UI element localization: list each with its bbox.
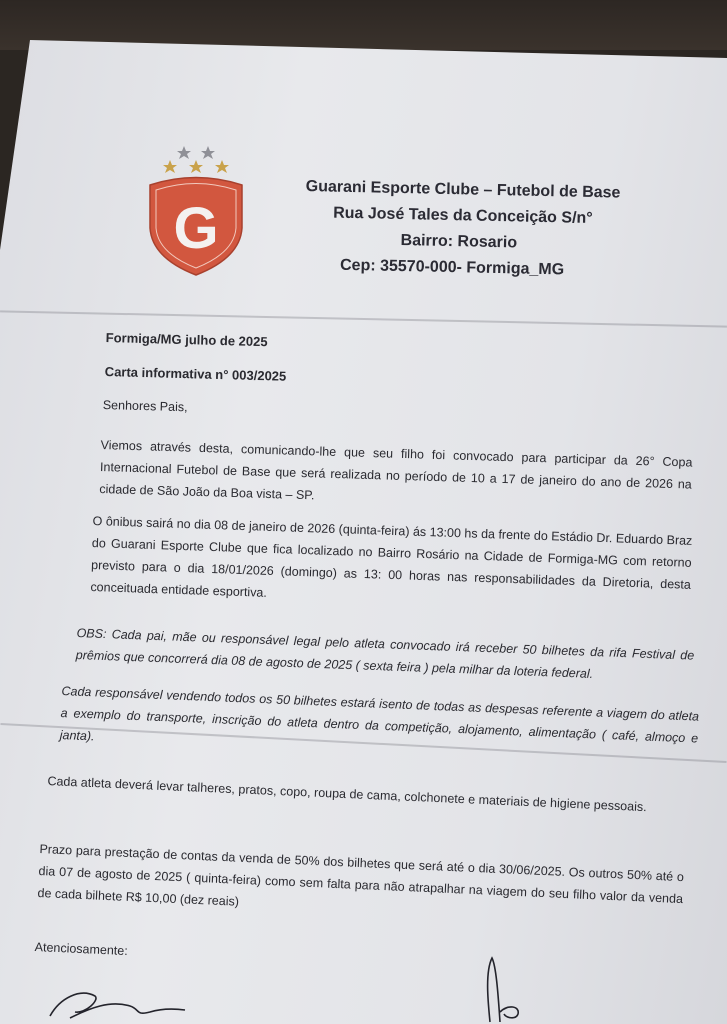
- club-name: Guarani Esporte Clube – Futebol de Base: [305, 177, 621, 202]
- paragraph-deadline: Prazo para prestação de contas da venda de 50% dos bilhetes que será até o dia 30/06/2025. Os outros 50% até o dia 07 de agosto de 2025 ( quinta-feira) como sem falta para não atrapalhar na viagem do seu filho valor da venda de cada bilhete R$ 10,00 (dez reais): [37, 841, 685, 909]
- star-icon: [163, 146, 229, 173]
- signature-right: [470, 952, 550, 1024]
- letter-reference: Carta informativa n° 003/2025: [104, 364, 287, 384]
- closing: Atenciosamente:: [34, 940, 129, 959]
- paragraph-bus-schedule: O ônibus sairá no dia 08 de janeiro de 2026 (quinta-feira) ás 13:00 hs da frente do Estádio Dr. Eduardo Braz do Guarani Esporte Clube que fica localizado no Bairro Rosário na Cidade de Formiga-MG com retorno previsto para o dia 18/01/2026 (domingo) as 13: 00 horas nas responsabilidades da Diretoria, desta conceituada entidade esportiva.: [90, 513, 693, 600]
- paragraph-convocation: Viemos através desta, comunicando-lhe que seu filho foi convocado para participar da 26° Copa Internacional Futebol de Base que será realizada no período de 10 a 17 de janeiro do ano de 2026 na cidade de São João da Boa vista – SP.: [99, 437, 693, 503]
- paragraph-items-to-bring: Cada atleta deverá levar talheres, pratos, copo, roupa de cama, colchonete e materiais de higiene pessoais.: [47, 773, 647, 815]
- club-address: Rua José Tales da Conceição S/n°: [333, 204, 593, 228]
- letterhead: [304, 174, 621, 285]
- club-district: Bairro: Rosario: [400, 231, 518, 252]
- crest-letter: G: [173, 196, 219, 261]
- paragraph-observation: OBS: Cada pai, mãe ou responsável legal pelo atleta convocado irá receber 50 bilhetes da rifa Festival de prêmios que concorrerá dia 08 de agosto de 2025 ( sexta feira ) pela milhar da loteria federal.: [75, 625, 695, 681]
- club-crest-logo: [140, 140, 252, 280]
- place-date: Formiga/MG julho de 2025: [105, 330, 268, 350]
- paragraph-exemption: Cada responsável vendendo todos os 50 bilhetes estará isento de todas as despesas referente a viagem do atleta a exemplo do transporte, inscrição do atleta dentro da competição, alojamento, alimentação ( café, almoço e janta).: [59, 683, 700, 746]
- salutation: Senhores Pais,: [102, 398, 188, 415]
- club-cep: Cep: 35570-000- Formiga_MG: [339, 256, 565, 279]
- signature-left: [40, 978, 200, 1024]
